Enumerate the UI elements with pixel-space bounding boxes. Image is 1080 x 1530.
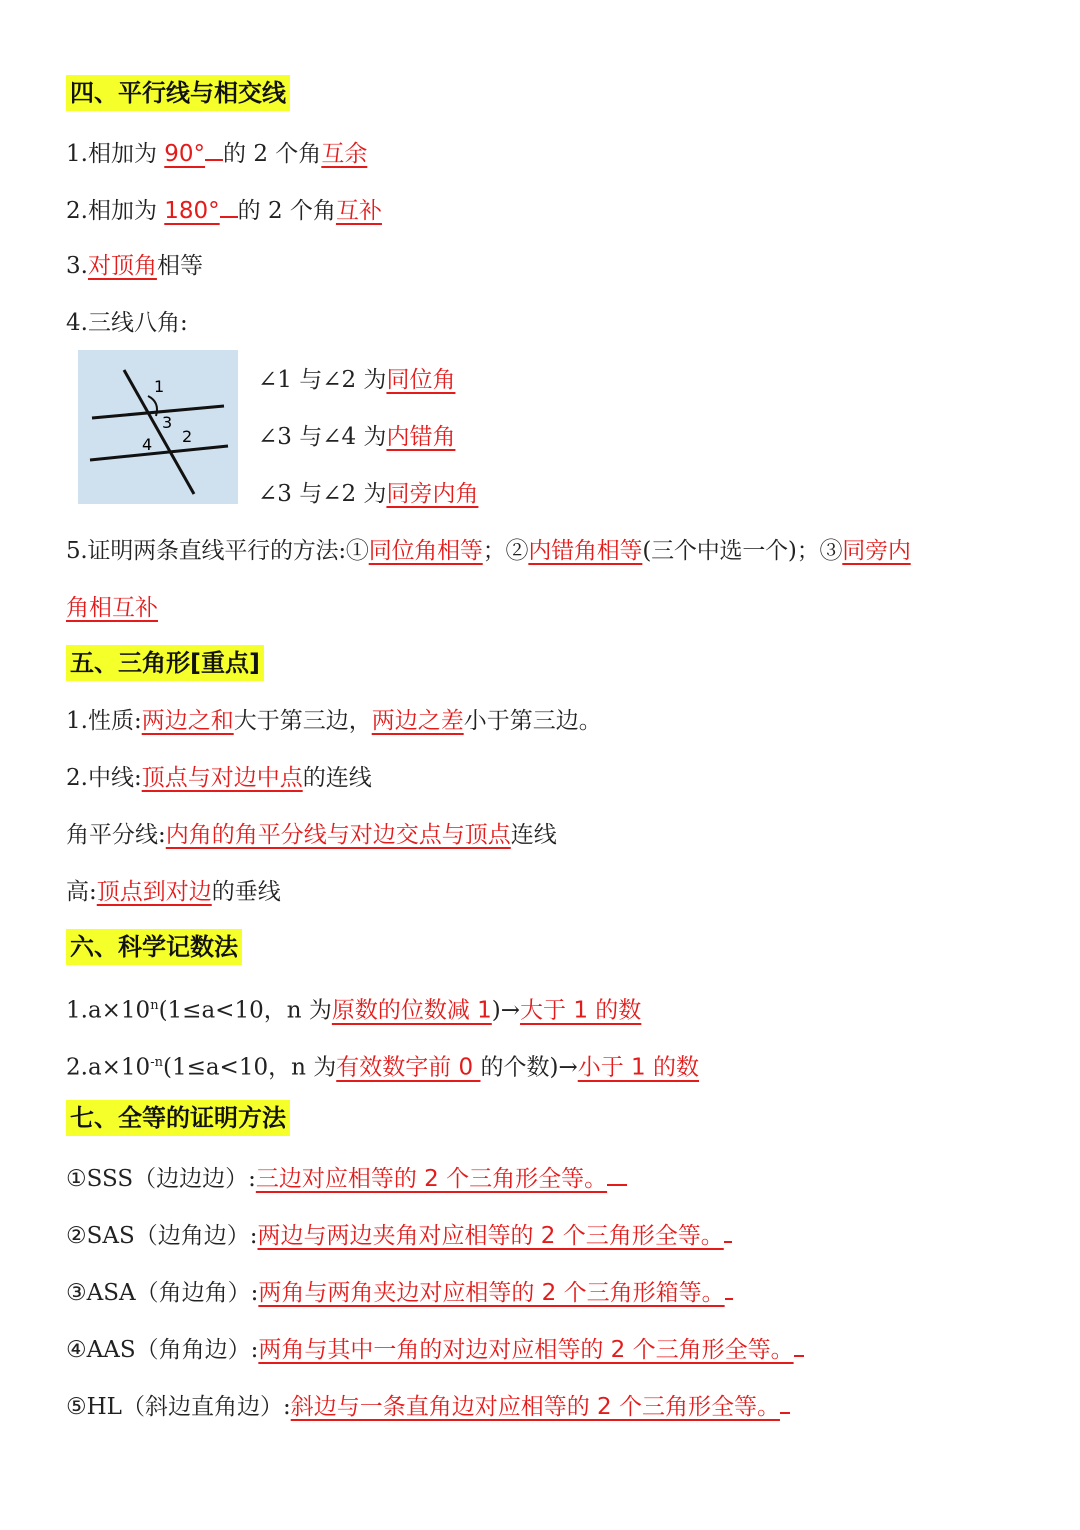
answer: 180° — [164, 198, 220, 224]
angle-label-4: 4 — [142, 435, 153, 454]
section-6-heading — [66, 932, 242, 963]
answer: 内错角 — [386, 424, 456, 450]
three-lines-eight-angles-figure — [78, 350, 238, 504]
parallel-line-top — [92, 406, 224, 418]
sec6-line-2: $2.a\times 10^{-n}(1\le a<10$，n 为有效数字前 0 的个数)→小于 1 的数 — [66, 1054, 700, 1081]
congruence-item-sss: ①SSS（边边边）:三边对应相等的 2 个三角形全等。 — [66, 1162, 627, 1194]
answer: 同旁内角 — [386, 481, 479, 507]
sec4-line-4: 4.三线八角: — [66, 310, 188, 336]
congruence-item-hl: ⑤HL（斜边直角边）:斜边与一条直角边对应相等的 2 个三角形全等。 — [66, 1390, 790, 1422]
sec4-line-5-cont — [66, 593, 158, 623]
congruence-item-asa: ③ASA（角边角）:两角与两角夹边对应相等的 2 个三角形箱等。 — [66, 1276, 733, 1308]
answer: 互补 — [335, 198, 382, 224]
congruence-item-sas: ②SAS（边角边）:两边与两边夹角对应相等的 2 个三角形全等。 — [66, 1219, 732, 1251]
answer: 小于 1 的数 — [577, 1054, 700, 1081]
sec4-line-3: 3.对顶角相等 — [66, 253, 203, 279]
answer: 两角与其中一角的对边对应相等的 2 个三角形全等。 — [258, 1337, 794, 1363]
sec5-line-1: 1.性质:两边之和大于第三边，两边之差小于第三边。 — [66, 708, 602, 734]
answer: 内错角相等 — [528, 538, 643, 564]
answer: 角相互补 — [66, 595, 158, 621]
sec5-line-4: 高:顶点到对边的垂线 — [66, 879, 281, 905]
answer: 内角的角平分线与对边交点与顶点 — [165, 822, 511, 848]
sec4-line-5: 5.证明两条直线平行的方法:①同位角相等；②内错角相等(三个中选一个)；③同旁内 — [66, 538, 911, 564]
answer: 同位角相等 — [368, 538, 483, 564]
section-7-title: 七、全等的证明方法 — [66, 1100, 290, 1136]
answer: 同位角 — [386, 367, 456, 393]
section-4-title: 四、平行线与相交线 — [66, 75, 290, 111]
answer: 顶点到对边 — [96, 879, 212, 905]
sec4-line-1: 1.相加为 90° 的 2 个角互余 — [66, 137, 367, 169]
answer: 三边对应相等的 2 个三角形全等。 — [255, 1166, 608, 1192]
answer: 大于 1 的数 — [520, 997, 642, 1024]
answer: 有效数字前 0 — [336, 1054, 481, 1081]
angle-label-2: 2 — [182, 427, 193, 446]
angle-pair-2: ∠3 与∠4 为内错角 — [258, 424, 456, 450]
sec5-line-2: 2.中线:顶点与对边中点的连线 — [66, 765, 372, 791]
sec6-line-1: $1.a\times 10^n(1\le a<10$，n 为原数的位数减 1)→大于 1 的数 — [66, 997, 642, 1024]
sec4-line-2: 2.相加为 180° 的 2 个角互补 — [66, 194, 382, 226]
answer: 斜边与一条直角边对应相等的 2 个三角形全等。 — [290, 1394, 780, 1420]
section-5-heading — [66, 648, 264, 679]
section-4-heading — [66, 78, 290, 109]
answer: 同旁内 — [842, 538, 911, 564]
section-7-heading — [66, 1103, 290, 1134]
answer: 原数的位数减 1 — [331, 997, 492, 1024]
answer: 顶点与对边中点 — [141, 765, 303, 791]
answer: 互余 — [321, 141, 368, 167]
answer: 两边之和 — [141, 708, 234, 734]
answer: 两角与两角夹边对应相等的 2 个三角形箱等。 — [258, 1280, 725, 1306]
congruence-item-aas: ④AAS（角角边）:两角与其中一角的对边对应相等的 2 个三角形全等。 — [66, 1333, 804, 1365]
sec5-line-3: 角平分线:内角的角平分线与对边交点与顶点连线 — [66, 822, 557, 848]
answer: 两边与两边夹角对应相等的 2 个三角形全等。 — [257, 1223, 724, 1249]
answer: 对顶角 — [87, 253, 157, 279]
angle-pair-1: ∠1 与∠2 为同位角 — [258, 367, 456, 393]
section-5-title: 五、三角形[重点] — [66, 645, 264, 681]
angle-label-3: 3 — [162, 413, 173, 432]
section-6-title: 六、科学记数法 — [66, 929, 242, 965]
answer: 两边之差 — [371, 708, 464, 734]
angle-label-1: 1 — [154, 377, 165, 396]
parallel-line-bottom — [90, 446, 228, 460]
answer: 90° — [164, 141, 206, 167]
angle-pair-3: ∠3 与∠2 为同旁内角 — [258, 481, 479, 507]
intersecting-lines-drawing — [78, 350, 238, 504]
